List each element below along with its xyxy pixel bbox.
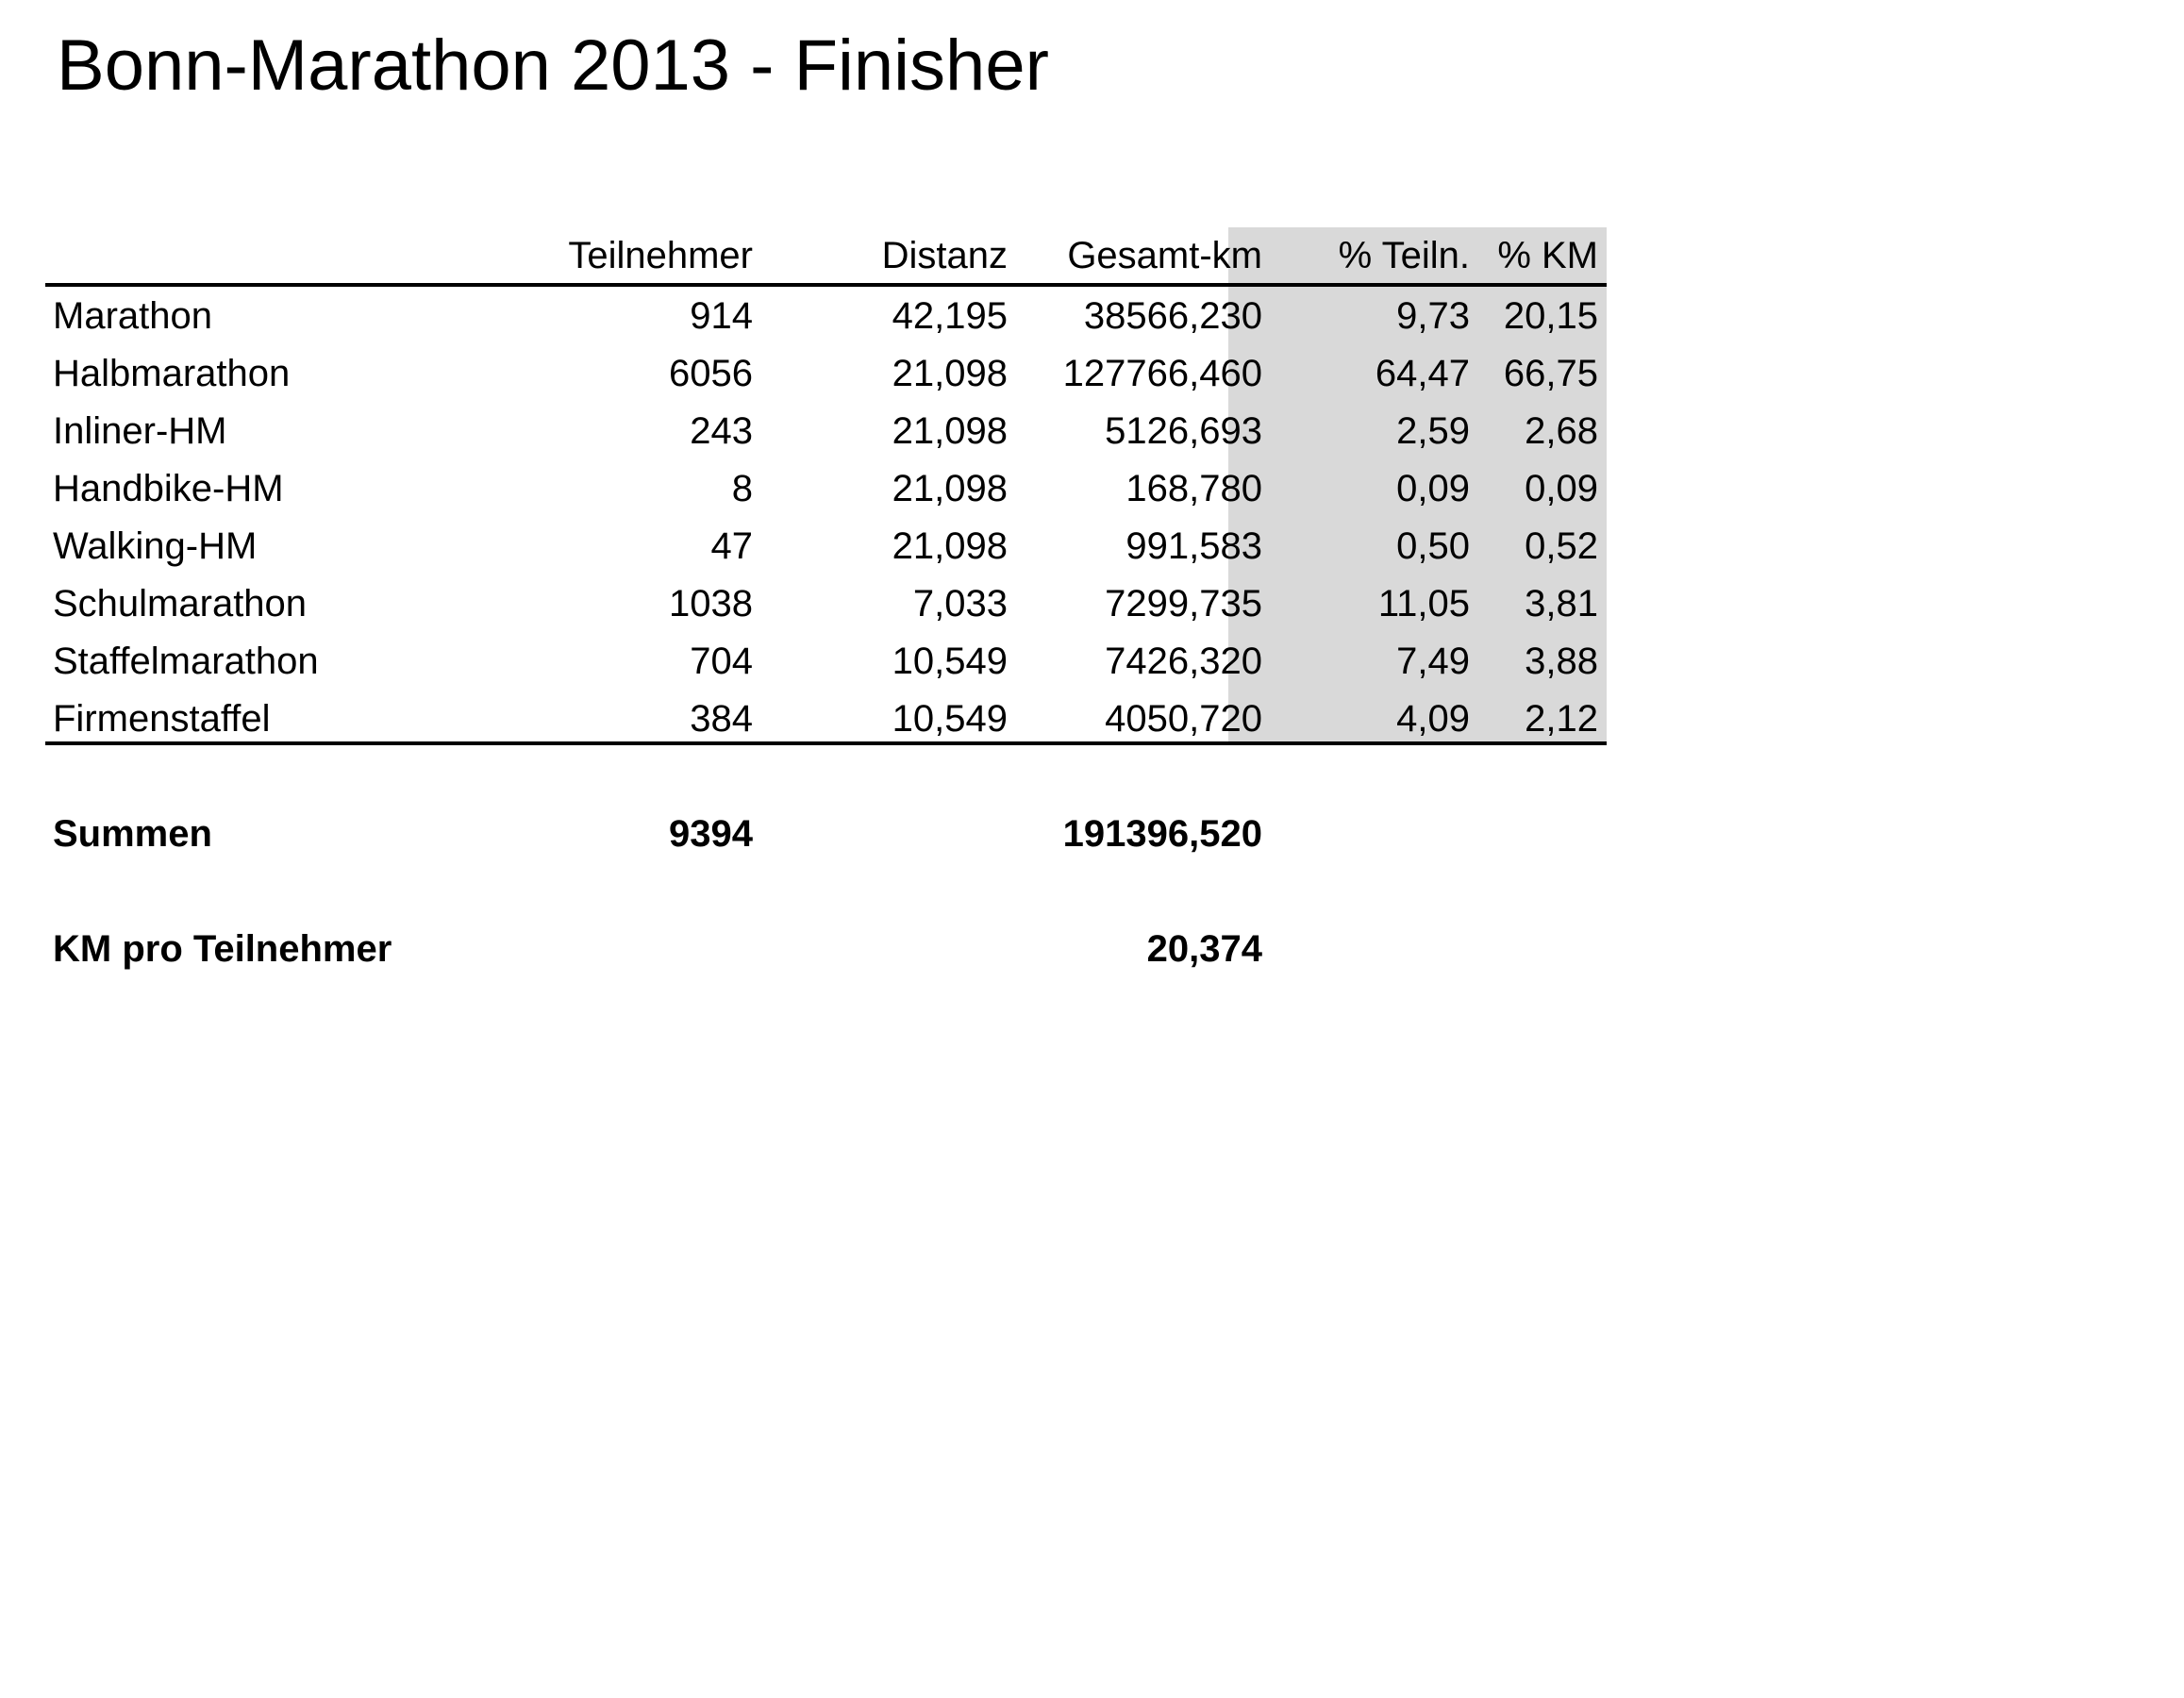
row-name: Marathon (53, 295, 212, 337)
row-distanz: 42,195 (892, 295, 1008, 337)
km-pro-teilnehmer-value: 20,374 (1146, 928, 1262, 970)
row-distanz: 21,098 (892, 410, 1008, 452)
row-pct-teiln: 2,59 (1396, 410, 1470, 452)
row-gesamt-km: 991,583 (1125, 525, 1262, 567)
row-name: Schulmarathon (53, 583, 308, 624)
row-distanz: 21,098 (892, 525, 1008, 567)
header-teilnehmer: Teilnehmer (568, 235, 753, 276)
finisher-table (45, 227, 1607, 973)
row-name: Firmenstaffel (53, 698, 271, 740)
row-distanz: 10,549 (892, 641, 1008, 682)
row-pct-km: 0,09 (1525, 468, 1598, 509)
summen-gesamt-km: 191396,520 (1062, 813, 1262, 855)
row-teilnehmer: 47 (710, 525, 753, 567)
summen-label: Summen (53, 813, 212, 855)
row-pct-teiln: 9,73 (1396, 295, 1470, 337)
table-row (45, 575, 1607, 633)
header-pct-km: % KM (1497, 235, 1598, 276)
table-row (45, 288, 1607, 345)
table-row (45, 633, 1607, 691)
row-pct-km: 3,81 (1525, 583, 1598, 624)
page-title: Bonn-Marathon 2013 - Finisher (57, 25, 1049, 106)
table-row (45, 518, 1607, 575)
row-pct-km: 3,88 (1525, 641, 1598, 682)
row-pct-km: 66,75 (1503, 353, 1598, 394)
row-gesamt-km: 38566,230 (1083, 295, 1262, 337)
row-name: Handbike-HM (53, 468, 284, 509)
row-gesamt-km: 4050,720 (1105, 698, 1262, 740)
row-gesamt-km: 127766,460 (1062, 353, 1262, 394)
row-pct-teiln: 11,05 (1377, 583, 1470, 624)
header-rule (45, 283, 1607, 287)
row-pct-teiln: 0,09 (1396, 468, 1470, 509)
summen-teilnehmer: 9394 (669, 813, 753, 855)
row-teilnehmer: 704 (690, 641, 753, 682)
row-distanz: 21,098 (892, 353, 1008, 394)
row-distanz: 7,033 (912, 583, 1008, 624)
row-teilnehmer: 8 (731, 468, 753, 509)
footer-rule (45, 741, 1607, 745)
row-distanz: 21,098 (892, 468, 1008, 509)
row-teilnehmer: 243 (690, 410, 753, 452)
header-pct-teiln: % Teiln. (1338, 235, 1470, 276)
row-pct-teiln: 4,09 (1396, 698, 1470, 740)
row-teilnehmer: 914 (690, 295, 753, 337)
row-name: Staffelmarathon (53, 641, 319, 682)
table-header-row (45, 227, 1607, 285)
header-gesamt-km: Gesamt-km (1067, 235, 1262, 276)
row-pct-km: 0,52 (1525, 525, 1598, 567)
row-teilnehmer: 384 (690, 698, 753, 740)
km-pro-teilnehmer-row (45, 921, 1607, 978)
row-teilnehmer: 1038 (669, 583, 753, 624)
row-teilnehmer: 6056 (669, 353, 753, 394)
row-pct-teiln: 7,49 (1396, 641, 1470, 682)
row-pct-teiln: 64,47 (1375, 353, 1470, 394)
row-gesamt-km: 7426,320 (1105, 641, 1262, 682)
row-distanz: 10,549 (892, 698, 1008, 740)
table-row (45, 691, 1607, 748)
table-row (45, 460, 1607, 518)
table-row (45, 345, 1607, 403)
row-name: Halbmarathon (53, 353, 291, 394)
row-name: Inliner-HM (53, 410, 227, 452)
table-row (45, 403, 1607, 460)
row-pct-km: 20,15 (1503, 295, 1598, 337)
row-pct-km: 2,12 (1525, 698, 1598, 740)
summen-row (45, 806, 1607, 863)
row-gesamt-km: 7299,735 (1105, 583, 1262, 624)
km-pro-teilnehmer-label: KM pro Teilnehmer (53, 928, 392, 970)
row-pct-teiln: 0,50 (1396, 525, 1470, 567)
row-name: Walking-HM (53, 525, 258, 567)
row-pct-km: 2,68 (1525, 410, 1598, 452)
header-distanz: Distanz (881, 235, 1008, 276)
row-gesamt-km: 5126,693 (1105, 410, 1262, 452)
row-gesamt-km: 168,780 (1125, 468, 1262, 509)
